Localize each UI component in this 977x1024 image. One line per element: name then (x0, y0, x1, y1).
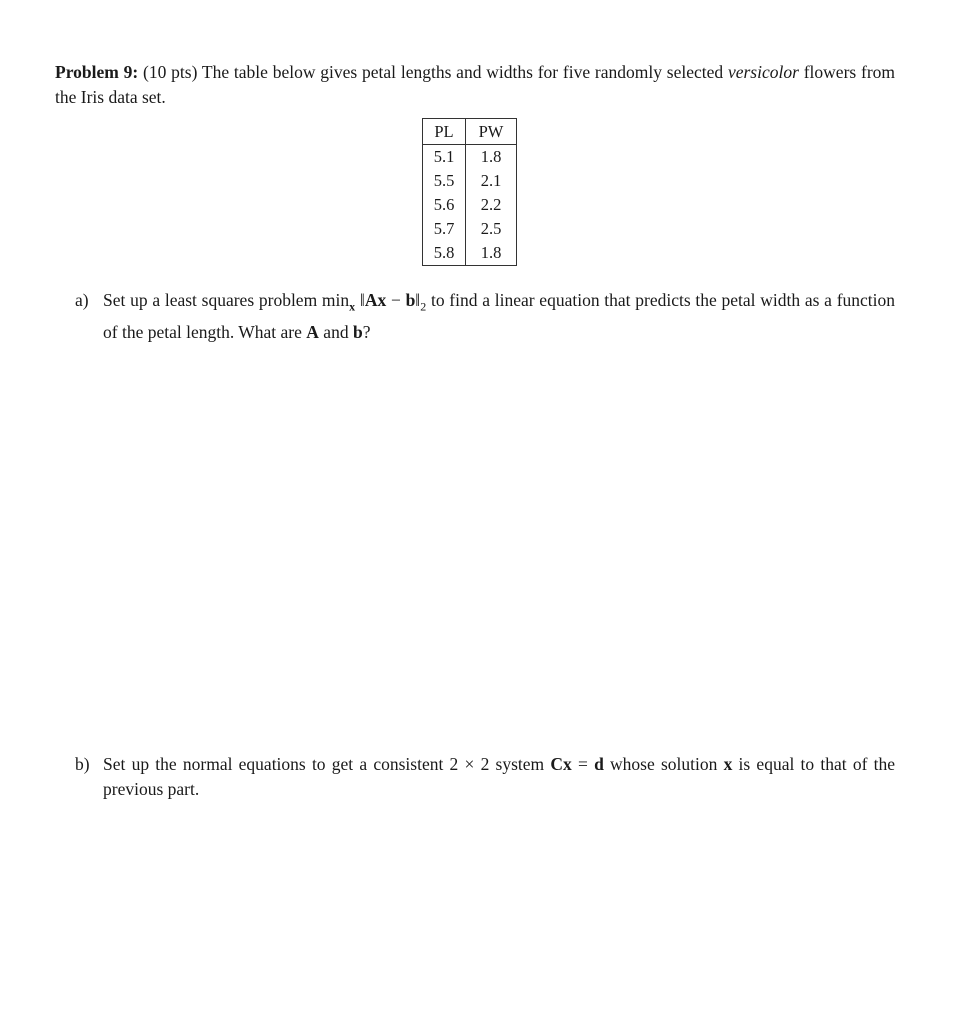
table-row (423, 145, 517, 170)
part-b-d: d (594, 754, 604, 774)
part-b-text-2: whose solution (603, 754, 724, 774)
cell-pl: 5.1 (423, 145, 466, 170)
part-b-Cx: Cx (550, 754, 572, 774)
data-table-wrapper (422, 118, 517, 266)
part-a-norm-close: ‖ (415, 290, 421, 310)
part-a (75, 288, 895, 345)
part-a-norm-open: ‖ (359, 290, 365, 310)
cell-pl: 5.6 (423, 193, 466, 217)
part-a-b2: b (352, 321, 363, 342)
part-a-A: A (306, 321, 319, 342)
part-a-text-1: Set up a least squares problem min (103, 290, 350, 310)
header-pw: PW (466, 119, 517, 145)
table-header-row (423, 119, 517, 145)
part-b-label: b) (75, 754, 90, 774)
problem-heading: Problem 9: (55, 62, 139, 82)
answer-space-b[interactable] (55, 810, 895, 1010)
part-b (75, 752, 895, 802)
part-a-text-3: to find a linear equation that predicts the petal width as a function of the petal length. What are (103, 290, 896, 342)
part-a-Ax: Ax (364, 290, 387, 310)
problem-statement (55, 60, 895, 110)
problem-points: (10 pts) (143, 62, 198, 82)
cell-pl: 5.7 (423, 217, 466, 241)
problem-text-1: The table below gives petal lengths and widths for five randomly selected (201, 62, 724, 82)
part-b-text-3: is equal to that of the previous part. (103, 754, 895, 799)
cell-pw: 2.2 (466, 193, 517, 217)
part-a-and: and (318, 321, 353, 342)
cell-pw: 1.8 (466, 241, 517, 266)
part-a-min-sub: x (349, 299, 356, 314)
part-b-equals: = (571, 754, 595, 774)
table-row (423, 217, 517, 241)
table-row (423, 193, 517, 217)
part-b-x: x (723, 754, 733, 774)
part-a-text (103, 288, 895, 345)
part-a-question-mark: ? (362, 321, 371, 342)
cell-pw: 2.5 (466, 217, 517, 241)
answer-space-a[interactable] (55, 345, 895, 735)
problem-text-2: flowers from the Iris data set. (55, 62, 896, 107)
cell-pl: 5.5 (423, 169, 466, 193)
header-pl: PL (423, 119, 466, 145)
cell-pw: 1.8 (466, 145, 517, 170)
part-b-text-1: Set up the normal equations to get a consistent 2 × 2 system (103, 754, 551, 774)
part-b-text (103, 752, 895, 802)
part-a-label: a) (75, 290, 89, 310)
part-a-minus: − (386, 290, 406, 310)
table-row (423, 169, 517, 193)
part-a-norm-sub: 2 (420, 299, 427, 314)
cell-pl: 5.8 (423, 241, 466, 266)
iris-data-table (422, 118, 517, 266)
table-row (423, 241, 517, 266)
part-a-b: b (405, 290, 416, 310)
cell-pw: 2.1 (466, 169, 517, 193)
problem-italic-word: versicolor (727, 62, 799, 82)
